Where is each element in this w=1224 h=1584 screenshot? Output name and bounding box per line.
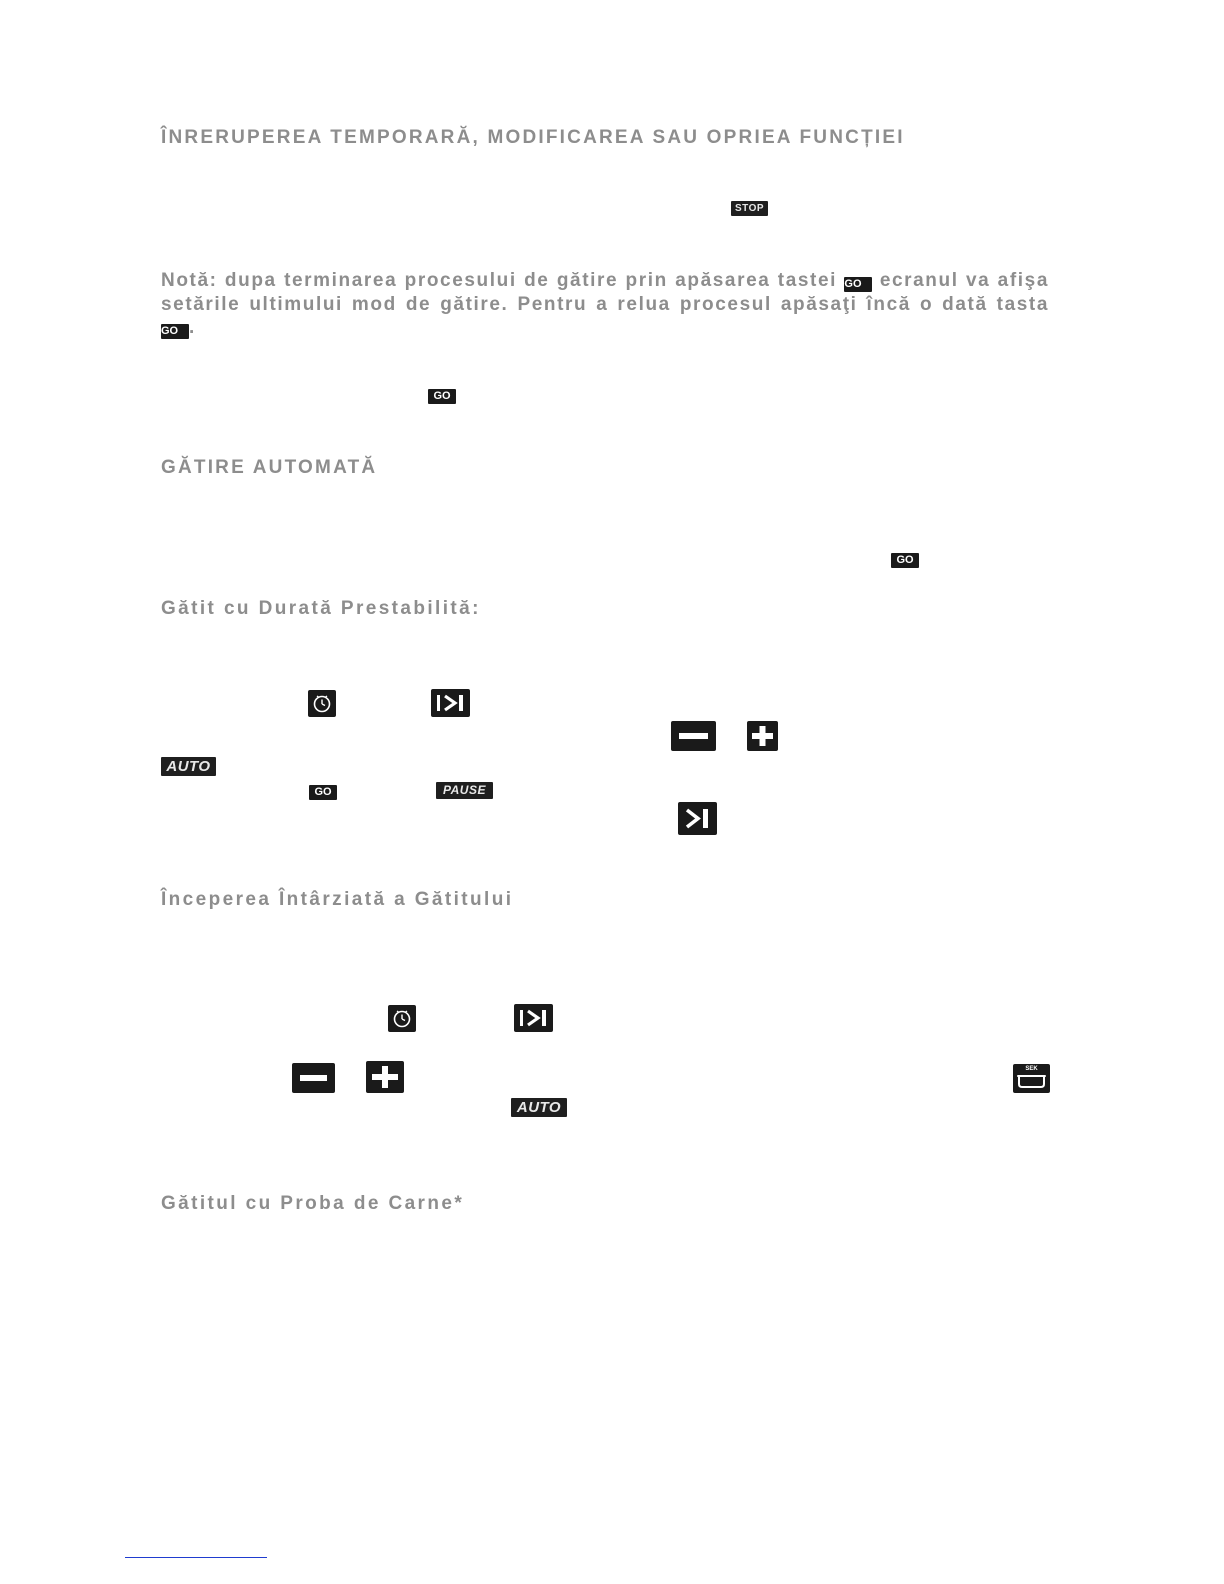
auto-icon: AUTO bbox=[511, 1098, 567, 1117]
note-text-3: . bbox=[189, 317, 196, 338]
note-text-2: ecranul va afişa setările ultimului mod de gătire. Pentru a relua procesul apăsaţi încă o dată tasta bbox=[161, 270, 1049, 315]
clock-icon bbox=[388, 1005, 416, 1032]
meat-probe-icon bbox=[1013, 1064, 1050, 1093]
go-key-icon: GO bbox=[309, 785, 337, 800]
next-icon bbox=[514, 1004, 553, 1032]
next-icon bbox=[678, 802, 717, 835]
auto-icon: AUTO bbox=[161, 757, 216, 776]
stop-key-icon: STOP bbox=[731, 201, 768, 216]
minus-icon bbox=[292, 1063, 335, 1093]
heading-meat-probe: Gătitul cu Proba de Carne* bbox=[161, 1193, 465, 1214]
go-key-icon: GO bbox=[844, 277, 872, 292]
go-key-icon: GO bbox=[891, 553, 919, 568]
meat-probe-label: SEK bbox=[1025, 1066, 1038, 1072]
next-icon bbox=[431, 689, 470, 717]
go-key-icon: GO bbox=[161, 324, 189, 339]
clock-icon bbox=[308, 690, 336, 717]
note-paragraph bbox=[161, 269, 1049, 340]
heading-auto-cooking: GĂTIRE AUTOMATĂ bbox=[161, 457, 378, 478]
pause-icon: PAUSE bbox=[436, 782, 493, 799]
go-key-icon: GO bbox=[428, 389, 456, 404]
plus-icon bbox=[747, 721, 778, 751]
plus-icon bbox=[366, 1061, 404, 1093]
note-text-1: Notă: dupa terminarea procesului de gătire prin apăsarea tastei bbox=[161, 270, 838, 291]
footer-rule bbox=[125, 1557, 267, 1558]
minus-icon bbox=[671, 721, 716, 751]
heading-preset-duration: Gătit cu Durată Prestabilită: bbox=[161, 598, 481, 619]
heading-delayed-start: Începerea Întârziată a Gătitului bbox=[161, 889, 514, 910]
heading-interrupt: ÎNRERUPEREA TEMPORARĂ, MODIFICAREA SAU OPRIEA FUNCȚIEI bbox=[161, 127, 905, 148]
